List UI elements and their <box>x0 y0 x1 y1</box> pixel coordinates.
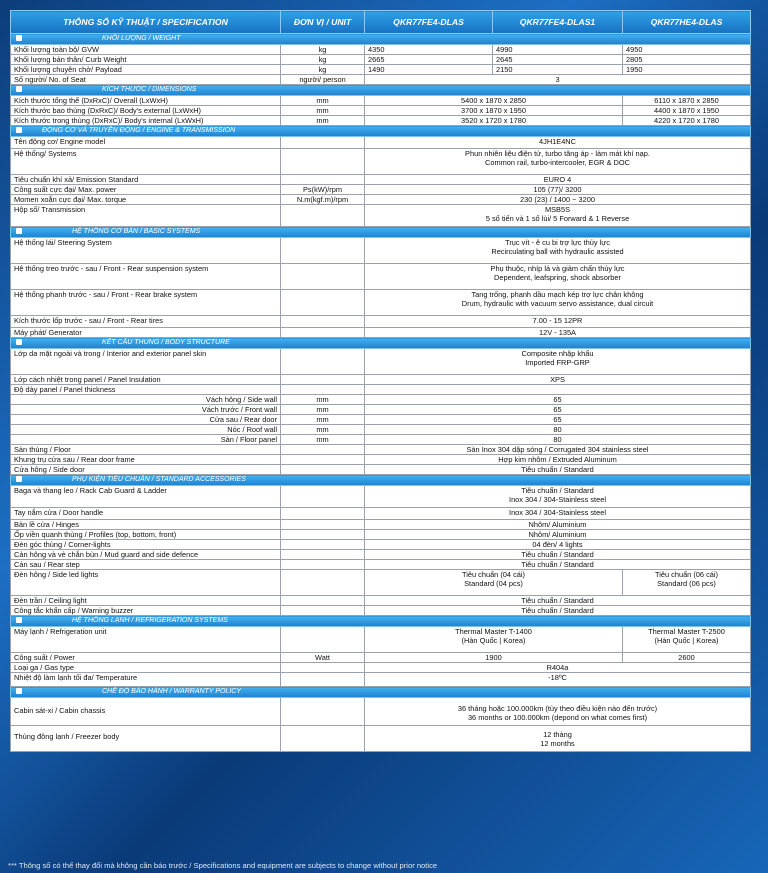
table-row: Lớp cách nhiệt trong panel / Panel Insulation XPS <box>11 375 751 385</box>
table-row: Momen xoắn cực đại/ Max. torque N.m(kgf.m)/rpm 230 (23) / 1400 ~ 3200 <box>11 195 751 205</box>
table-row: Lớp da mặt ngoài và trong / Interior and exterior panel skin Composite nhập khẩu Imported FRP-GRP <box>11 349 751 375</box>
table-row: Vách hông / Side wall mm 65 <box>11 395 751 405</box>
spec-table <box>10 10 751 752</box>
table-row: Máy lạnh / Refrigeration unit Thermal Master T-1400 (Hàn Quốc | Korea) Thermal Master T-2500 (Hàn Quốc | Korea) <box>11 627 751 653</box>
gear-icon <box>16 228 22 234</box>
table-row: Ốp viền quanh thùng / Profiles (top, bottom, front) Nhôm/ Aluminium <box>11 530 751 540</box>
weight-icon <box>16 35 22 41</box>
table-row: Khối lượng bản thân/ Curb Weight kg 2665 2645 2805 <box>11 55 751 65</box>
toolbox-icon <box>16 476 22 482</box>
table-row: Công tắc khẩn cấp / Warning buzzer Tiêu chuẩn / Standard <box>11 606 751 616</box>
table-row: Đèn hông / Side led lights Tiêu chuẩn (04 cái) Standard (04 pcs) Tiêu chuẩn (06 cái) Standard (06 pcs) <box>11 570 751 596</box>
truck-body-icon <box>16 339 22 345</box>
table-row: Máy phát/ Generator 12V - 135A <box>11 328 751 338</box>
snowflake-icon <box>16 617 22 623</box>
table-row: Cản hông và vè chắn bùn / Mud guard and side defence Tiêu chuẩn / Standard <box>11 550 751 560</box>
header-unit: ĐƠN VỊ / UNIT <box>281 11 365 34</box>
header-model-1: QKR77FE4-DLAS <box>365 11 493 34</box>
table-row: Độ dày panel / Panel thickness <box>11 385 751 395</box>
section-basic-systems: HỆ THỐNG CƠ BẢN / BASIC SYSTEMS <box>11 227 751 238</box>
shield-icon <box>16 688 22 694</box>
table-row: Cửa sau / Rear door mm 65 <box>11 415 751 425</box>
table-row: Bản lề cửa / Hinges Nhôm/ Aluminium <box>11 520 751 530</box>
section-warranty: CHẾ ĐỘ BẢO HÀNH / WARRANTY POLICY <box>11 687 751 698</box>
table-row: Kích thước lốp trước - sau / Front - Rear tires 7.00 - 15 12PR <box>11 316 751 328</box>
header-model-2: QKR77FE4-DLAS1 <box>493 11 623 34</box>
table-row: Khối lượng chuyên chở/ Payload kg 1490 2150 1950 <box>11 65 751 75</box>
section-weight: KHỐI LƯỢNG / WEIGHT <box>11 34 751 45</box>
table-row: Hệ thống phanh trước - sau / Front - Rear brake system Tang trống, phanh dầu mạch kép trợ lực chân không Drum, hydraulic with vacuum servo assistance, dual circuit <box>11 290 751 316</box>
section-dimensions: KÍCH THƯỚC / DIMENSIONS <box>11 85 751 96</box>
table-row: Cửa hông / Side door Tiêu chuẩn / Standard <box>11 465 751 475</box>
table-row: Thùng đông lạnh / Freezer body 12 tháng 12 months <box>11 726 751 752</box>
table-row: Tiêu chuẩn khí xả/ Emission Standard EURO 4 <box>11 175 751 185</box>
header-spec: THÔNG SỐ KỸ THUẬT / SPECIFICATION <box>11 11 281 34</box>
table-row: Nhiệt độ làm lạnh tối đa/ Temperature -18ºC <box>11 673 751 687</box>
header-row <box>11 11 751 34</box>
table-row: Loại ga / Gas type R404a <box>11 663 751 673</box>
table-row: Nóc / Roof wall mm 80 <box>11 425 751 435</box>
section-refrigeration: HỆ THỐNG LẠNH / REFRIGERATION SYSTEMS <box>11 616 751 627</box>
table-row: Kích thước trong thùng (DxRxC)/ Body's internal (LxWxH) mm 3520 x 1720 x 1780 4220 x 1720 x 1780 <box>11 116 751 126</box>
table-row: Vách trước / Front wall mm 65 <box>11 405 751 415</box>
table-row: Sàn / Floor panel mm 80 <box>11 435 751 445</box>
table-row: Cản sau / Rear step Tiêu chuẩn / Standard <box>11 560 751 570</box>
table-row: Hộp số/ Transmission MSB5S 5 số tiến và 1 số lùi/ 5 Forward & 1 Reverse <box>11 205 751 227</box>
section-engine: ĐỘNG CƠ VÀ TRUYỀN ĐỘNG / ENGINE & TRANSMISSION <box>11 126 751 137</box>
spec-sheet <box>10 10 750 752</box>
table-row: Cabin sát-xi / Cabin chassis 36 tháng hoặc 100.000km (tùy theo điều kiện nào đến trước) 36 months or 100.000km (depond on what comes first) <box>11 698 751 726</box>
section-accessories: PHỤ KIỆN TIÊU CHUẨN / STANDARD ACCESSORIES <box>11 475 751 486</box>
table-row: Đèn trần / Ceiling light Tiêu chuẩn / Standard <box>11 596 751 606</box>
section-body-structure: KẾT CẤU THÙNG / BODY STRUCTURE <box>11 338 751 349</box>
table-row: Hệ thống lái/ Steering System Trục vít - ê cu bi trợ lực thủy lực Recirculating ball with hydraulic assisted <box>11 238 751 264</box>
header-model-3: QKR77HE4-DLAS <box>623 11 751 34</box>
table-row: Baga và thang leo / Rack Cab Guard & Ladder Tiêu chuẩn / Standard Inox 304 / 304-Stainless steel <box>11 486 751 508</box>
table-row: Khối lượng toàn bộ/ GVW kg 4350 4990 4950 <box>11 45 751 55</box>
ruler-icon <box>16 86 22 92</box>
table-row: Hệ thống treo trước - sau / Front - Rear suspension system Phụ thuộc, nhíp lá và giảm chấn thủy lực Dependent, leafspring, shock absorber <box>11 264 751 290</box>
table-row: Tên động cơ/ Engine model 4JH1E4NC <box>11 137 751 149</box>
table-row: Kích thước bao thùng (DxRxC)/ Body's external (LxWxH) mm 3700 x 1870 x 1950 4400 x 1870 x 1950 <box>11 106 751 116</box>
table-row: Khung trụ cửa sau / Rear door frame Hợp kim nhôm / Extruded Aluminum <box>11 455 751 465</box>
table-row: Sàn thùng / Floor Sàn Inox 304 dập sóng / Corrugated 304 stainless steel <box>11 445 751 455</box>
footer-note: *** Thông số có thể thay đổi mà không cần báo trước / Specifications and equipment are subjects to change without prior notice <box>8 861 438 870</box>
table-row: Công suất cực đại/ Max. power Ps(kW)/rpm 105 (77)/ 3200 <box>11 185 751 195</box>
table-row: Số người/ No. of Seat người/ person 3 <box>11 75 751 85</box>
table-row: Tay nắm cửa / Door handle Inox 304 / 304-Stainless steel <box>11 508 751 520</box>
table-row: Hệ thống/ Systems Phun nhiên liệu điện tử, turbo tăng áp - làm mát khí nạp. Common rail, turbo-intercooler, EGR & DOC <box>11 149 751 175</box>
table-row: Công suất / Power Watt 1900 2600 <box>11 653 751 663</box>
table-row: Đèn góc thùng / Corner-lights 04 đèn/ 4 lights <box>11 540 751 550</box>
table-row: Kích thước tổng thể (DxRxC)/ Overall (LxWxH) mm 5400 x 1870 x 2850 6110 x 1870 x 2850 <box>11 96 751 106</box>
engine-icon <box>16 127 22 133</box>
